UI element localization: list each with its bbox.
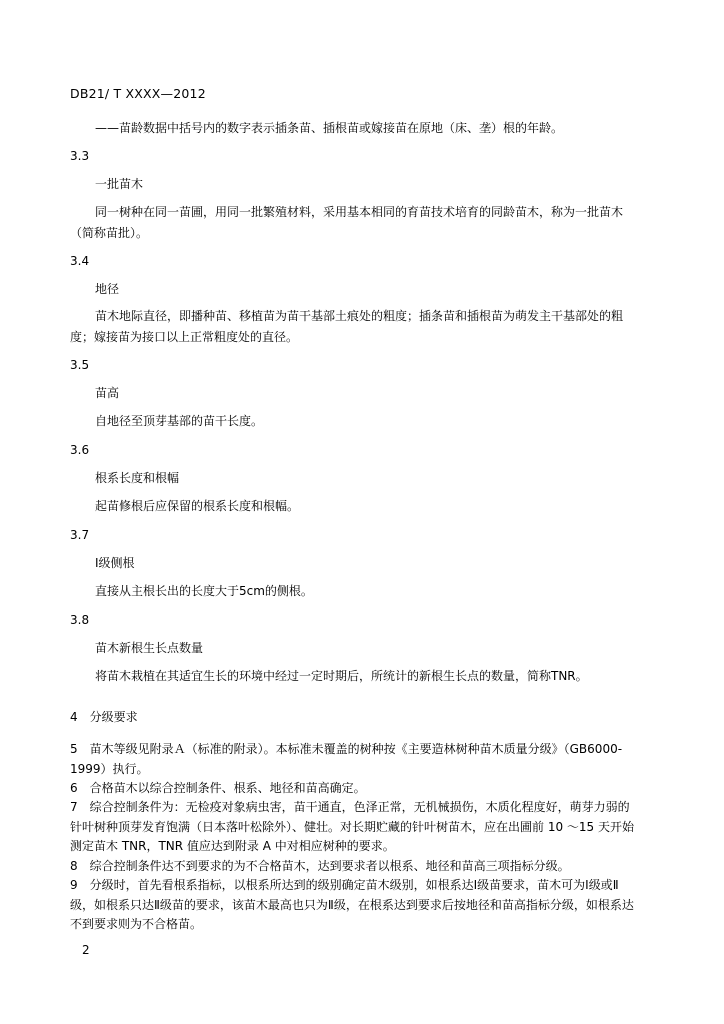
section-definition: 起苗修根后应保留的根系长度和根幅。 [95, 499, 300, 513]
requirement-item-5: 5 苗木等级见附录Ａ（标准的附录）。本标准未覆盖的树种按《主要造林树种苗木质量分级》（GB6000-1999）执行。 [70, 742, 623, 776]
section-term: Ⅰ级侧根 [95, 556, 135, 570]
section-definition: 直接从主根长出的长度大于5cm的侧根。 [95, 584, 313, 598]
requirement-item-8: 8 综合控制条件达不到要求的为不合格苗木，达到要求者以根系、地径和苗高三项指标分级。 [70, 859, 570, 873]
document-header: DB21/ T XXXX—2012 [70, 86, 206, 101]
section-number: 3.6 [70, 443, 90, 457]
section-number: 3.3 [70, 149, 90, 163]
section-definition: 将苗木栽植在其适宜生长的环境中经过一定时期后，所统计的新根生长点的数量，简称TNR。 [95, 669, 588, 683]
section-term: 地径 [95, 282, 120, 296]
requirement-item-9: 9 分级时，首先看根系指标，以根系所达到的级别确定苗木级别，如根系达Ⅰ级苗要求，苗木可为Ⅰ级或Ⅱ级，如根系只达Ⅱ级苗的要求，该苗木最高也只为Ⅱ级，在根系达到要求后按地径和苗高指标分级，如根系达不到要求则为不合格苗。 [70, 878, 634, 931]
section-term: 一批苗木 [95, 177, 144, 191]
section-term: 苗高 [95, 386, 120, 400]
section-term: 苗木新根生长点数量 [95, 641, 204, 655]
chapter-heading: 4 分级要求 [70, 710, 138, 724]
requirement-item-6: 6 合格苗木以综合控制条件、根系、地径和苗高确定。 [70, 781, 366, 795]
section-definition: 苗木地际直径，即播种苗、移植苗为苗干基部土痕处的粗度；插条苗和插根苗为萌发主干基部处的粗度；嫁接苗为接口以上正常粗度处的直径。 [70, 309, 624, 344]
section-number: 3.5 [70, 358, 90, 372]
section-number: 3.8 [70, 613, 90, 627]
section-definition: 同一树种在同一苗圃，用同一批繁殖材料，采用基本相同的育苗技术培育的同龄苗木，称为一批苗木（简称苗批）。 [70, 205, 624, 240]
requirement-item-7: 7 综合控制条件为：无检疫对象病虫害，苗干通直，色泽正常，无机械损伤，木质化程度好，萌芽力弱的针叶树种顶芽发育饱满（日本落叶松除外）、健壮。对长期贮藏的针叶树苗木，应在出圃前 10 ～15 天开始测定苗木 TNR，TNR 值应达到附录 A 中对相应树种的要求。 [70, 800, 634, 853]
page-number: 2 [82, 943, 90, 957]
section-definition: 自地径至顶芽基部的苗干长度。 [95, 414, 264, 428]
section-number: 3.4 [70, 254, 90, 268]
section-number: 3.7 [70, 528, 90, 542]
section-term: 根系长度和根幅 [95, 471, 180, 485]
age-note: ——苗龄数据中括号内的数字表示插条苗、插根苗或嫁接苗在原地（床、垄）根的年龄。 [95, 121, 564, 135]
